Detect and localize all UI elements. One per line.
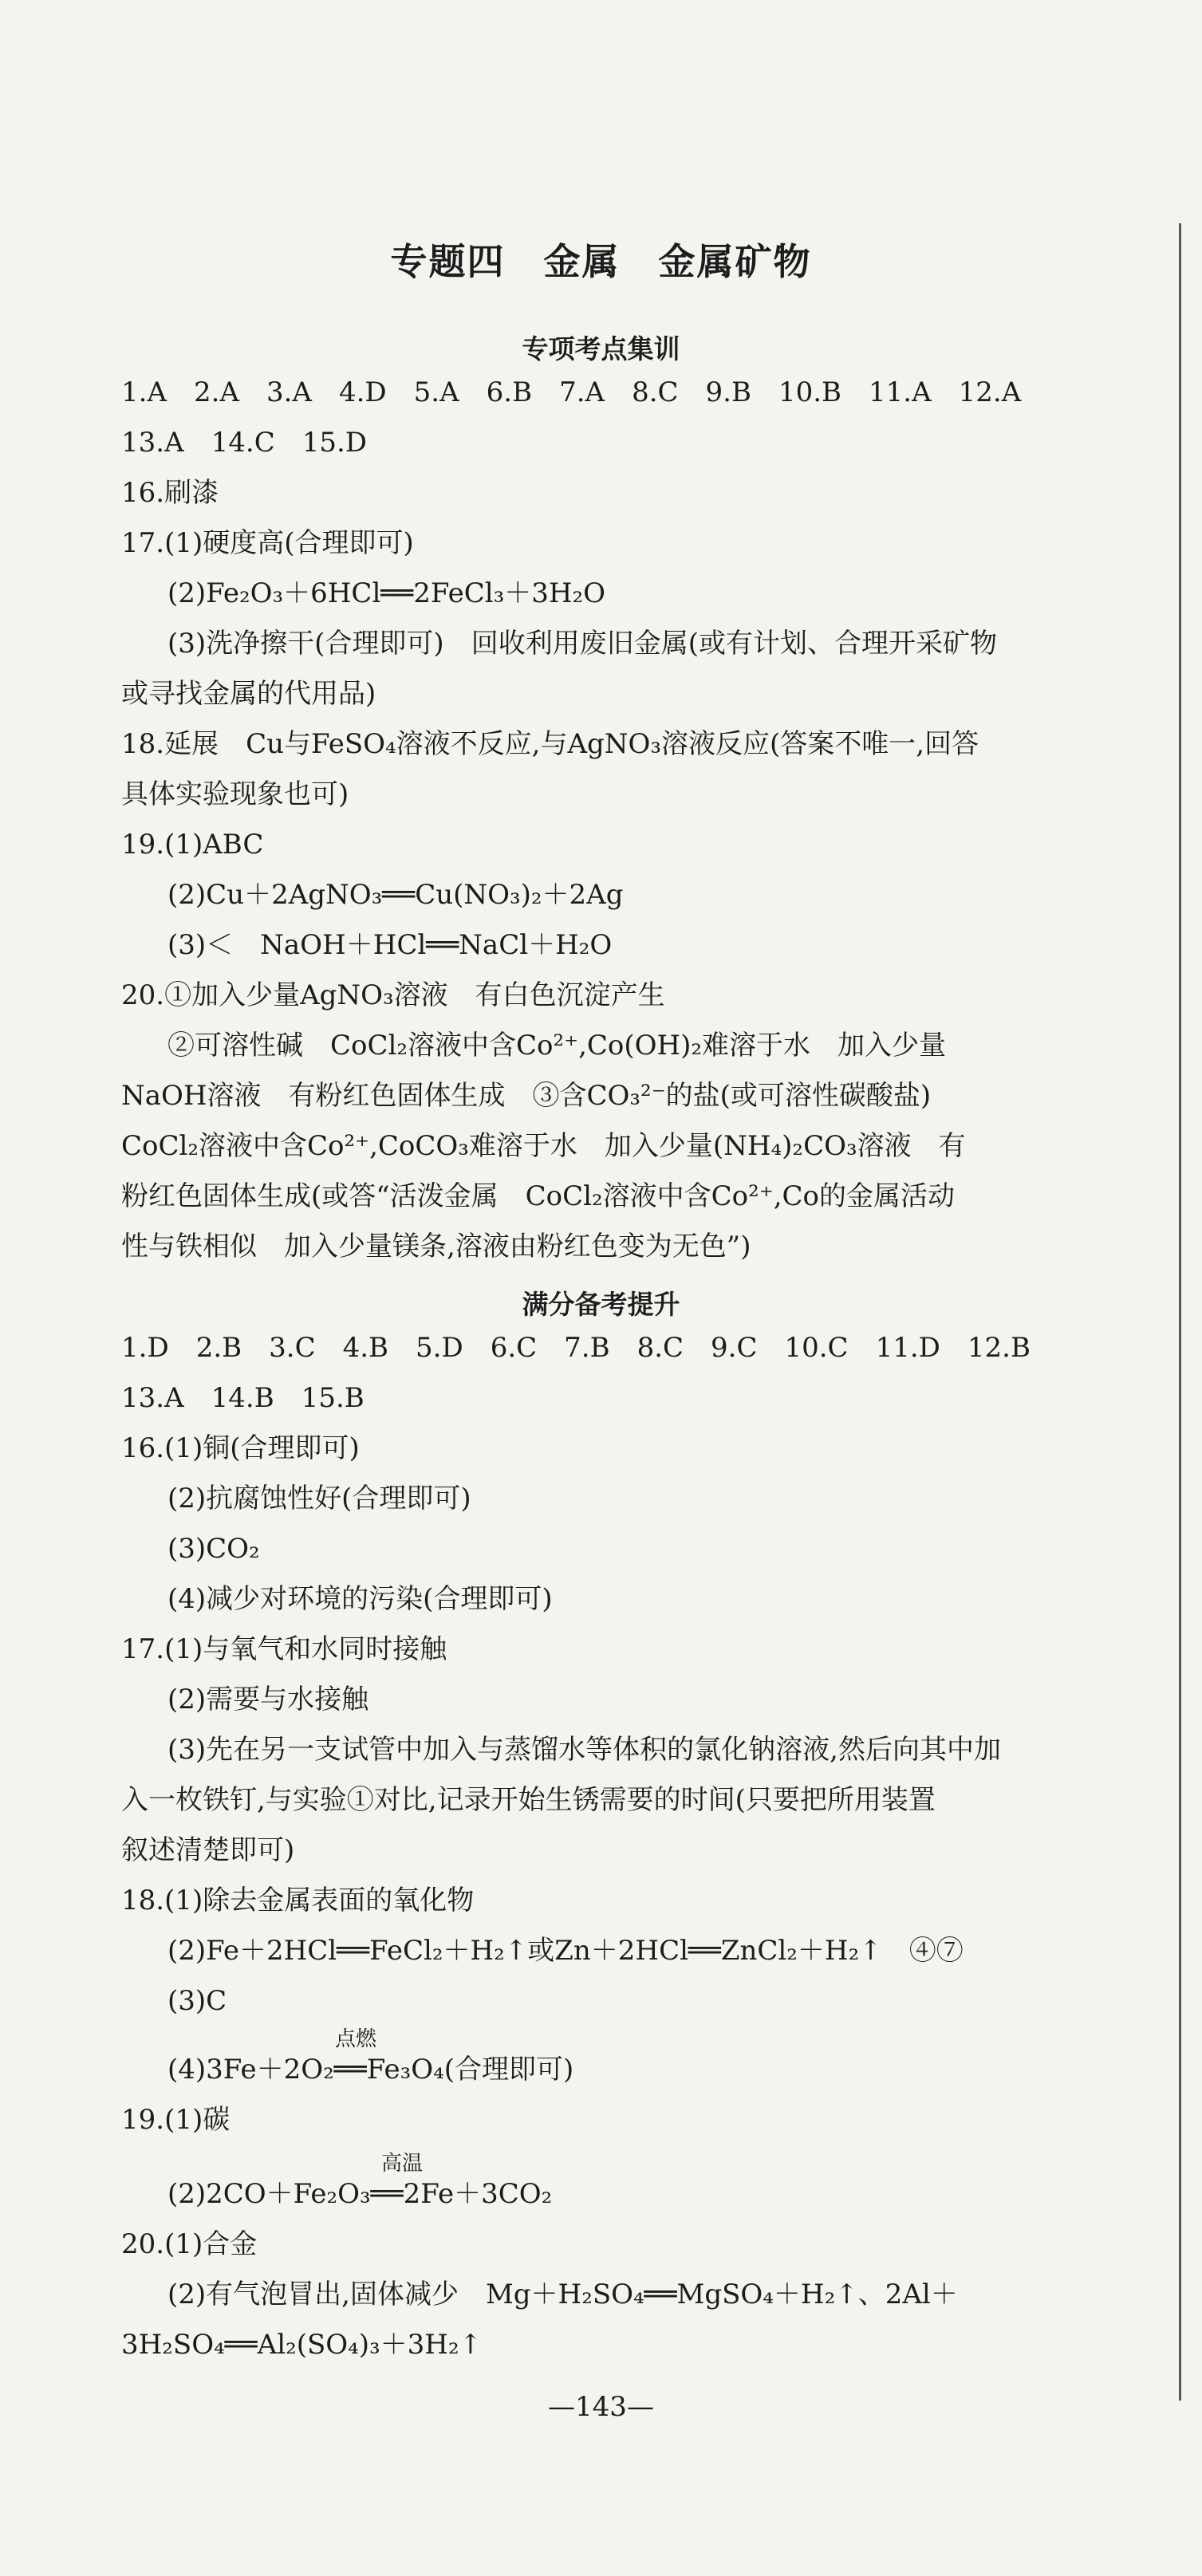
answer-line: (2)需要与水接触: [167, 1684, 369, 1715]
page-title: 专题四 金属 金属矿物: [390, 240, 812, 283]
answer-line: 16.刷漆: [121, 477, 219, 509]
answer-line: (3)C: [167, 1985, 227, 2017]
answer-line: (3)先在另一支试管中加入与蒸馏水等体积的氯化钠溶液,然后向其中加: [167, 1734, 1001, 1766]
section-heading-1: 专项考点集训: [522, 333, 680, 364]
answer-line: (2)抗腐蚀性好(合理即可): [167, 1483, 471, 1514]
answer-line: (2)2CO＋Fe₂O₃══2Fe＋3CO₂: [167, 2178, 553, 2210]
answer-line: (2)Cu＋2AgNO₃══Cu(NO₃)₂＋2Ag: [167, 879, 624, 911]
answer-line: 13.A 14.B 15.B: [121, 1382, 365, 1414]
answer-line: 叙述清楚即可): [121, 1834, 295, 1866]
answer-line: CoCl₂溶液中含Co²⁺,CoCO₃难溶于水 加入少量(NH₄)₂CO₃溶液 有: [121, 1130, 966, 1162]
answer-line: 3H₂SO₄══Al₂(SO₄)₃＋3H₂↑: [121, 2329, 483, 2361]
answer-line: 13.A 14.C 15.D: [121, 427, 368, 459]
answer-line: 入一枚铁钉,与实验①对比,记录开始生锈需要的时间(只要把所用装置: [121, 1784, 936, 1816]
answer-line: (3)＜ NaOH＋HCl══NaCl＋H₂O: [167, 929, 613, 961]
answer-line: 18.(1)除去金属表面的氧化物: [121, 1885, 475, 1916]
answer-line: (3)CO₂: [167, 1533, 260, 1565]
condition-label-ignite: 点燃: [335, 2027, 377, 2051]
answer-line: 20.(1)合金: [121, 2228, 258, 2260]
condition-label-high-temp: 高温: [381, 2152, 424, 2176]
answer-line: 性与铁相似 加入少量镁条,溶液由粉红色变为无色”): [121, 1231, 751, 1262]
answer-line: 18.延展 Cu与FeSO₄溶液不反应,与AgNO₃溶液反应(答案不唯一,回答: [121, 728, 979, 760]
answer-line: 19.(1)ABC: [121, 829, 264, 861]
answer-line: 或寻找金属的代用品): [121, 678, 376, 710]
answer-line: 1.A 2.A 3.A 4.D 5.A 6.B 7.A 8.C 9.B 10.B 11.A 12.A: [121, 376, 1022, 408]
answer-line: 粉红色固体生成(或答“活泼金属 CoCl₂溶液中含Co²⁺,Co的金属活动: [121, 1180, 956, 1212]
section-heading-2: 满分备考提升: [522, 1289, 680, 1320]
answer-line: NaOH溶液 有粉红色固体生成 ③含CO₃²⁻的盐(或可溶性碳酸盐): [121, 1080, 932, 1112]
answer-line: 1.D 2.B 3.C 4.B 5.D 6.C 7.B 8.C 9.C 10.C 11.D 12.B: [121, 1332, 1031, 1364]
answer-line: 16.(1)铜(合理即可): [121, 1432, 360, 1464]
answer-line: 20.①加入少量AgNO₃溶液 有白色沉淀产生: [121, 979, 665, 1011]
page-number: —143—: [548, 2391, 654, 2423]
answer-line: (4)3Fe＋2O₂══Fe₃O₄(合理即可): [167, 2054, 574, 2086]
answer-line: 17.(1)与氧气和水同时接触: [121, 1633, 447, 1665]
answer-line: (2)Fe₂O₃＋6HCl══2FeCl₃＋3H₂O: [167, 577, 606, 609]
answer-line: (2)Fe＋2HCl══FeCl₂＋H₂↑或Zn＋2HCl══ZnCl₂＋H₂↑ ④⑦: [167, 1935, 964, 1967]
answer-line: (4)减少对环境的污染(合理即可): [167, 1583, 553, 1615]
answer-line: 具体实验现象也可): [121, 778, 349, 810]
answer-line: (3)洗净擦干(合理即可) 回收利用废旧金属(或有计划、合理开采矿物: [167, 628, 997, 660]
answer-line: 19.(1)碳: [121, 2104, 231, 2136]
answer-line: 17.(1)硬度高(合理即可): [121, 527, 414, 559]
answer-line: ②可溶性碱 CoCl₂溶液中含Co²⁺,Co(OH)₂难溶于水 加入少量: [167, 1030, 947, 1062]
answer-line: (2)有气泡冒出,固体减少 Mg＋H₂SO₄══MgSO₄＋H₂↑、2Al＋: [167, 2279, 958, 2310]
